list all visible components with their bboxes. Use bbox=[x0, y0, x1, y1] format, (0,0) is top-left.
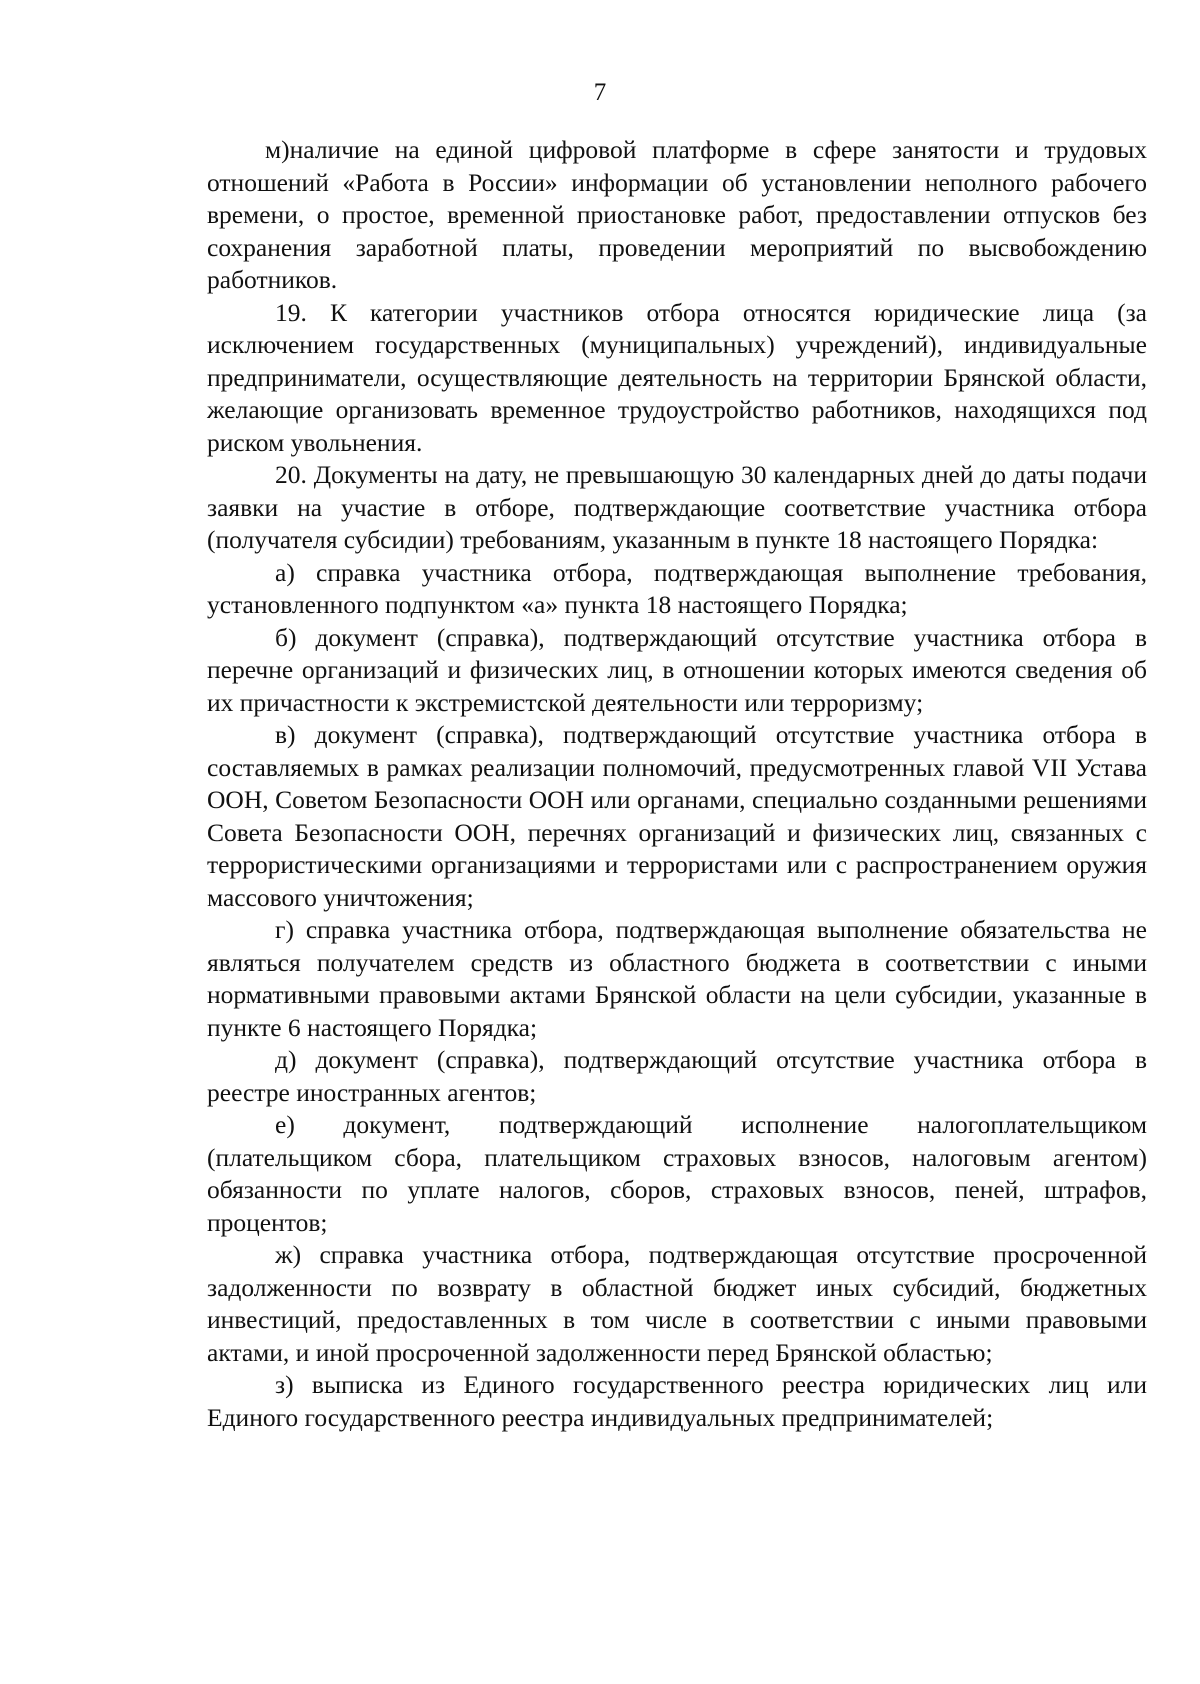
paragraph-a: а) справка участника отбора, подтверждающая выполнение требования, установленного подпунктом «а» пункта 18 настоящего Порядка; bbox=[207, 557, 1147, 619]
paragraph-zh: ж) справка участника отбора, подтверждающая отсутствие просроченной задолженности по возврату в областной бюджет иных субсидий, бюджетных инвестиций, предоставленных в том числе в соответствии с иными правовыми актами, и иной просроченной задолженности перед Брянской областью; bbox=[207, 1240, 1147, 1367]
paragraph-e: е) документ, подтверждающий исполнение налогоплательщиком (плательщиком сбора, плательщиком страховых взносов, налоговым агентом) обязанности по уплате налогов, сборов, страховых взносов, пеней, штрафов, процентов; bbox=[207, 1110, 1147, 1237]
paragraph-z: з) выписка из Единого государственного реестра юридических лиц или Единого государственного реестра индивидуальных предпринимателей; bbox=[207, 1370, 1147, 1432]
paragraph-m: м)наличие на единой цифровой платформе в сфере занятости и трудовых отношений «Работа в России» информации об установлении неполного рабочего времени, о простое, временной приостановке работ, предоставлении отпусков без сохранения заработной платы, проведении мероприятий по высвобождению работников. bbox=[207, 135, 1147, 294]
paragraph-b: б) документ (справка), подтверждающий отсутствие участника отбора в перечне организаций и физических лиц, в отношении которых имеются сведения об их причастности к экстремистской деятельности или терроризму; bbox=[207, 622, 1147, 717]
paragraph-19: 19. К категории участников отбора относятся юридические лица (за исключением государственных (муниципальных) учреждений), индивидуальные предприниматели, осуществляющие деятельность на территории Брянской области, желающие организовать временное трудоустройство работников, находящихся под риском увольнения. bbox=[207, 297, 1147, 457]
paragraph-20: 20. Документы на дату, не превышающую 30 календарных дней до даты подачи заявки на участие в отборе, подтверждающие соответствие участника отбора (получателя субсидии) требованиям, указанным в пункте 18 настоящего Порядка: bbox=[207, 460, 1147, 554]
page-number: 7 bbox=[593, 79, 607, 106]
paragraph-g: г) справка участника отбора, подтверждающая выполнение обязательства не являться получателем средств из областного бюджета в соответствии с иными нормативными правовыми актами Брянской области на цели субсидии, указанные в пункте 6 настоящего Порядка; bbox=[207, 915, 1147, 1042]
paragraph-v: в) документ (справка), подтверждающий отсутствие участника отбора в составляемых в рамках реализации полномочий, предусмотренных главой VII Устава ООН, Советом Безопасности ООН или органами, специально созданными решениями Совета Безопасности ООН, перечнях организаций и физических лиц, связанных с террористическими организациями и террористами или с распространением оружия массового уничтожения; bbox=[207, 720, 1147, 912]
paragraph-d: д) документ (справка), подтверждающий отсутствие участника отбора в реестре иностранных агентов; bbox=[207, 1045, 1147, 1107]
document-body bbox=[207, 134, 1147, 1434]
